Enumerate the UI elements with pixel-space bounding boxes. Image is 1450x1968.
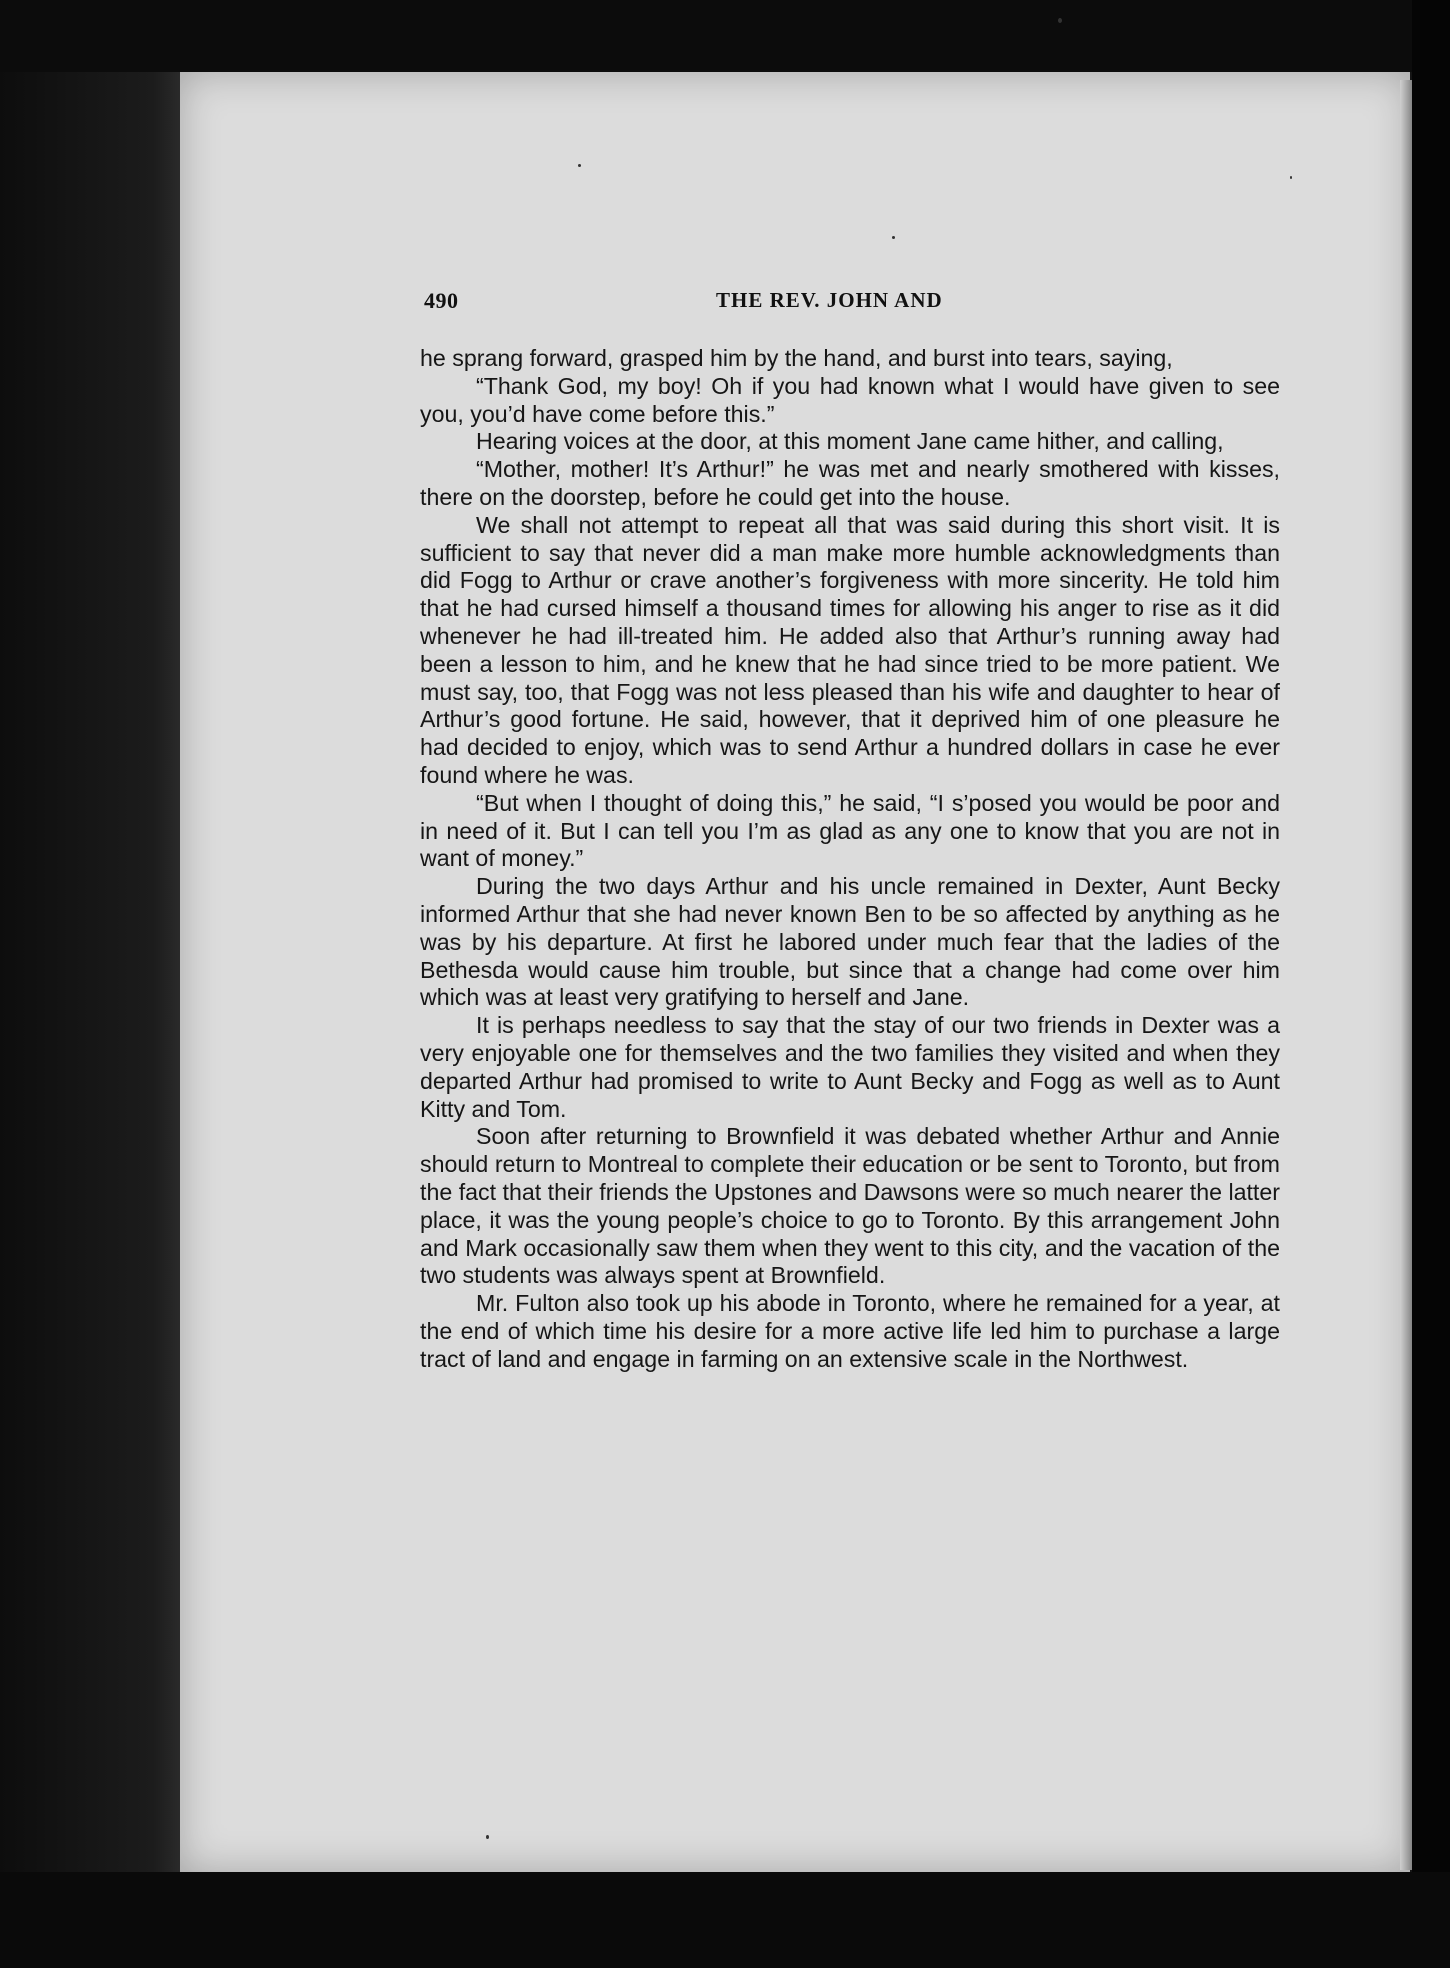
top-scan-border xyxy=(0,0,1450,72)
page-number: 490 xyxy=(424,288,459,313)
bottom-scan-border xyxy=(0,1872,1450,1968)
page-header xyxy=(424,288,1284,324)
paragraph: “Mother, mother! It’s Arthur!” he was met and nearly smothered with kisses, there on the doorstep, before he could get into the house. xyxy=(420,456,1280,510)
book-spine xyxy=(1412,0,1450,1968)
paragraph: Mr. Fulton also took up his abode in Toronto, where he remained for a year, at the end of which time his desire for a more active life led him to purchase a large tract of land and engage in farming on an extensive scale in the Northwest. xyxy=(420,1290,1280,1372)
dust-speck xyxy=(486,1835,489,1839)
paragraph: During the two days Arthur and his uncle remained in Dexter, Aunt Becky informed Arthur that she had never known Ben to be so affected by anything as he was by his departure. At first he labored under much fear that the ladies of the Bethesda would cause him trouble, but since that a change had come over him which was at least very gratifying to herself and Jane. xyxy=(420,873,1280,1011)
dust-speck xyxy=(578,164,581,167)
dust-speck xyxy=(1290,176,1292,179)
left-scan-border xyxy=(0,0,180,1968)
paragraph: It is perhaps needless to say that the stay of our two friends in Dexter was a very enjoyable one for themselves and the two families they visited and when they departed Arthur had promised to write to Aunt Becky and Fogg as well as to Aunt Kitty and Tom. xyxy=(420,1012,1280,1122)
paragraph: “But when I thought of doing this,” he said, “I s’posed you would be poor and in need of it. But I can tell you I’m as glad as any one to know that you are not in want of money.” xyxy=(420,789,1280,872)
running-head: THE REV. JOHN AND xyxy=(716,288,943,312)
dust-speck xyxy=(892,236,895,239)
paragraph: Soon after returning to Brownfield it was debated whether Arthur and Annie should return to Montreal to complete their education or be sent to Toronto, but from the fact that their friends the Upstones and Dawsons were so much nearer the latter place, it was the young people’s choice to go to Toronto. By this arrangement John and Mark occasionally saw them when they went to this city, and the vacation of the two students was always spent at Brownfield. xyxy=(420,1123,1280,1289)
paragraph: “Thank God, my boy! Oh if you had known what I would have given to see you, you’d have come before this.” xyxy=(420,372,1280,427)
paragraph: he sprang forward, grasped him by the hand, and burst into tears, saying, xyxy=(420,345,1173,371)
body-text xyxy=(420,345,1280,1373)
paragraph: Hearing voices at the door, at this moment Jane came hither, and calling, xyxy=(476,428,1224,455)
paragraph: We shall not attempt to repeat all that was said during this short visit. It is sufficient to say that never did a man make more humble acknowledgments than did Fogg to Arthur or crave another’s forgiveness with more sincerity. He told him that he had cursed himself a thousand times for allowing his anger to rise as it did whenever he had ill-treated him. He added also that Arthur’s running away had been a lesson to him, and he knew that he had since tried to be more patient. We must say, too, that Fogg was not less pleased than his wife and daughter to hear of Arthur’s good fortune. He said, however, that it deprived him of one pleasure he had decided to enjoy, which was to send Arthur a hundred dollars in case he ever found where he was. xyxy=(420,511,1280,788)
dust-speck xyxy=(1058,18,1062,23)
